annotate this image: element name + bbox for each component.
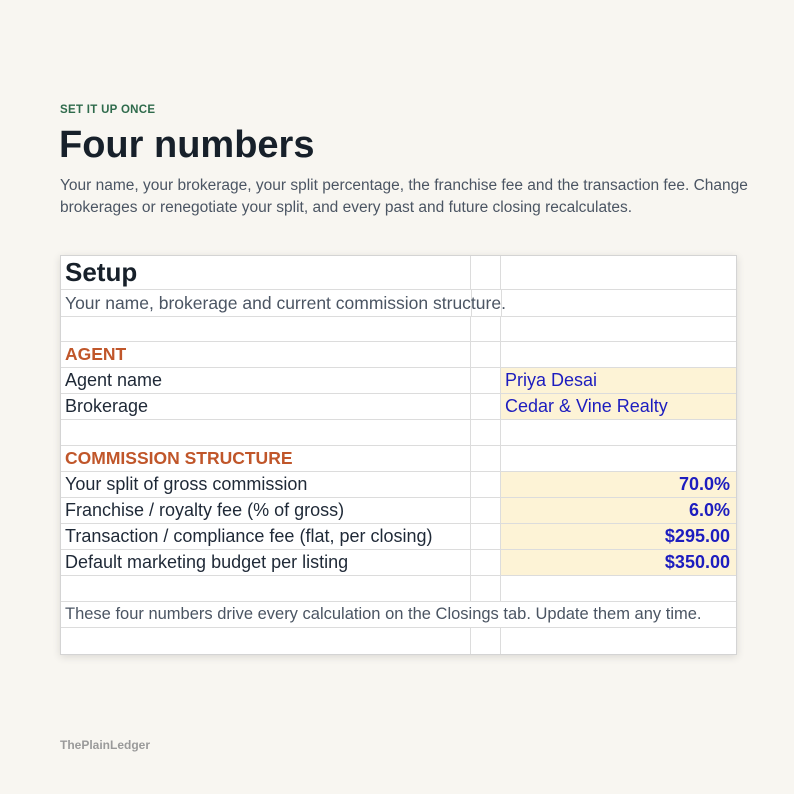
empty-cell[interactable]	[471, 256, 501, 289]
empty-cell[interactable]	[471, 317, 501, 341]
transaction-label-cell[interactable]	[61, 524, 471, 549]
empty-cell[interactable]	[471, 472, 501, 497]
empty-cell[interactable]	[61, 317, 471, 341]
empty-cell[interactable]	[471, 420, 501, 445]
note-cell[interactable]	[61, 602, 736, 627]
sheet-subtitle-cell[interactable]	[61, 290, 736, 316]
marketing-label: Default marketing budget per listing	[65, 552, 349, 572]
empty-cell[interactable]	[501, 317, 736, 341]
franchise-input[interactable]	[501, 498, 736, 523]
sheet-row-split	[61, 472, 736, 498]
spreadsheet	[60, 255, 737, 655]
empty-cell[interactable]	[471, 368, 501, 393]
sheet-row-title	[61, 256, 736, 290]
sheet-row-brokerage	[61, 394, 736, 420]
marketing-input[interactable]	[501, 550, 736, 575]
sheet-title-cell[interactable]	[61, 256, 471, 289]
sheet-row-franchise	[61, 498, 736, 524]
franchise-label-cell[interactable]	[61, 498, 471, 523]
empty-cell[interactable]	[471, 394, 501, 419]
empty-cell[interactable]	[471, 524, 501, 549]
sheet-title: Setup	[65, 257, 138, 287]
sheet-row-subtitle	[61, 290, 736, 317]
split-label-cell[interactable]	[61, 472, 471, 497]
agent-name-input[interactable]	[501, 368, 736, 393]
commission-section-cell[interactable]	[61, 446, 471, 471]
agent-name-label: Agent name	[65, 370, 163, 390]
marketing-value: $350.00	[664, 552, 730, 572]
brokerage-value: Cedar & Vine Realty	[505, 396, 668, 416]
sheet-row-agent-name	[61, 368, 736, 394]
empty-cell[interactable]	[501, 446, 736, 471]
transaction-input[interactable]	[501, 524, 736, 549]
transaction-label: Transaction / compliance fee (flat, per closing)	[65, 526, 433, 546]
empty-cell[interactable]	[501, 576, 736, 601]
empty-cell[interactable]	[501, 628, 736, 654]
brokerage-label-cell[interactable]	[61, 394, 471, 419]
franchise-value: 6.0%	[688, 500, 730, 520]
empty-cell[interactable]	[471, 550, 501, 575]
sheet-row-marketing	[61, 550, 736, 576]
sheet-row-blank	[61, 317, 736, 342]
sheet-row-blank	[61, 628, 736, 654]
agent-name-value: Priya Desai	[505, 370, 598, 390]
empty-cell[interactable]	[501, 420, 736, 445]
transaction-value: $295.00	[664, 526, 730, 546]
franchise-label: Franchise / royalty fee (% of gross)	[65, 500, 345, 520]
sheet-row-note	[61, 602, 736, 628]
split-input[interactable]	[501, 472, 736, 497]
footer-brand: ThePlainLedger	[60, 738, 151, 752]
empty-cell[interactable]	[61, 420, 471, 445]
page-title: Four numbers	[59, 124, 315, 166]
empty-cell[interactable]	[61, 628, 471, 654]
empty-cell[interactable]	[501, 342, 736, 367]
empty-cell[interactable]	[501, 256, 736, 289]
empty-cell[interactable]	[61, 576, 471, 601]
sheet-row-agent-section	[61, 342, 736, 368]
empty-cell[interactable]	[471, 498, 501, 523]
agent-section-cell[interactable]	[61, 342, 471, 367]
brokerage-input[interactable]	[501, 394, 736, 419]
sheet-row-blank	[61, 576, 736, 602]
split-label: Your split of gross commission	[65, 474, 308, 494]
brokerage-label: Brokerage	[65, 396, 149, 416]
sheet-row-transaction	[61, 524, 736, 550]
agent-name-label-cell[interactable]	[61, 368, 471, 393]
empty-cell[interactable]	[471, 446, 501, 471]
sheet-note: These four numbers drive every calculation on the Closings tab. Update them any time.	[65, 605, 702, 623]
eyebrow-label: SET IT UP ONCE	[60, 104, 156, 116]
empty-cell[interactable]	[471, 576, 501, 601]
marketing-label-cell[interactable]	[61, 550, 471, 575]
commission-section-heading: COMMISSION STRUCTURE	[65, 448, 293, 468]
sheet-subtitle: Your name, brokerage and current commission structure.	[65, 292, 506, 313]
empty-cell[interactable]	[471, 342, 501, 367]
sheet-row-blank	[61, 420, 736, 446]
empty-cell[interactable]	[471, 628, 501, 654]
split-value: 70.0%	[678, 474, 730, 494]
agent-section-heading: AGENT	[65, 344, 127, 364]
page-description: Your name, your brokerage, your split percentage, the franchise fee and the transaction fee. Change brokerages or renegotiate your split, and every past and future closing recalculates.	[60, 177, 748, 216]
sheet-row-commission-section	[61, 446, 736, 472]
